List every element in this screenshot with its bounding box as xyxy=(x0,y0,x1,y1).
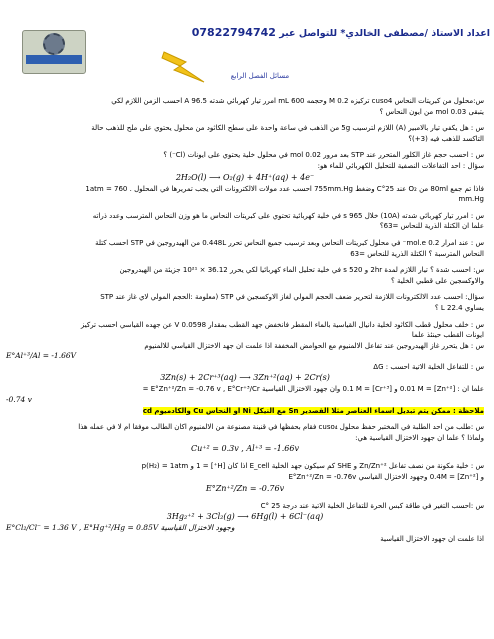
author-text: اعداد الاستاذ /مصطفى الخالدي* للتواصل عبر xyxy=(279,28,490,39)
text-line: سؤال : احد التفاعلات النصفية للتحليل الكهربائي للماء هو: xyxy=(317,161,484,170)
text-line: اذا علمت ان جهود الاختزال القياسية xyxy=(380,534,484,543)
text-line: فاذا تم جمع 80ml من O₂ عند 25°C وضغط 755mm.Hg احسب عدد مولات الالكترونات التي يجب تمريرها في المحلول . 1atm = 760 xyxy=(85,184,484,193)
highlighted-note: ملاحظة : ممكن يتم تبديل اسماء العناصر مثلا القصدير Sn مع النيكل Ni او النحاس Cu والكادميوم cd xyxy=(142,406,484,415)
text-line: س : خلف محلول قطب الكاثود لخلية دانيال القياسية بالماء المقطر فانخفض جهد القطب بمقدار 0.0598 V عن جهده القياسي احسب تركيز xyxy=(80,320,484,329)
text-line: والاوكسجين على قطبي الخلية ؟ xyxy=(391,276,484,285)
text-line: التاكسد للذهب فيه (3+)؟ xyxy=(408,134,484,143)
text-line: سؤال: احسب عدد الالكترونات اللازمة لتحرير ضعف الحجم المولي لغاز الاوكسجين في STP (معلومة :الحجم المولي لاي غاز عند STP xyxy=(100,293,484,302)
text-line: علما ان : [Zn⁺²] = 0.01 M و [Cr⁺³] = 0.1 M وان جهود الاختزال القياسية E°Zn⁺²/Zn = -0.76 v , E°Cr⁺³/Cr = xyxy=(142,385,484,394)
equation: Cu⁺² = 0.3v , Al⁺³ = -1.66v xyxy=(191,444,299,454)
text-line: س: احسب شدة ؟ تيار اللازم لمدة 2hr و 520 s في خلية تحليل الماء كهربائيا لكي يحرر 36.12 × 10²¹ جزيئة من الهيدروجين xyxy=(119,266,484,275)
text-line: النحاس المترسبة ؟ الكتلة الذرية للنحاس =63 xyxy=(350,249,484,258)
text-line: ايونات القطب حينئذ علما xyxy=(411,331,484,340)
note-line xyxy=(6,406,484,417)
page-title: مسائل الفصل الرابع xyxy=(230,72,290,80)
text-line: س :احسب التغير في طاقة كبس الحرة للتفاعل الخلية الاتية عند درجة 25 °C xyxy=(260,501,484,510)
text-line: س : احسب حجم غاز الكلور المتحرر عند STP بعد مرور 0.02 mol في محلول خلية يحتوي على ايونات (Cl⁻) ؟ xyxy=(163,151,484,160)
equation: E°Zn⁺²/Zn = -0.76v xyxy=(205,483,285,493)
text-line: س : للتفاعل الخلية الاتية احسب : ΔG xyxy=(373,362,484,371)
equation: 2H₂O(l) ⟶ O₂(g) + 4H⁺(aq) + 4e⁻ xyxy=(175,172,315,182)
equation: E°Al⁺³/Al = -1.66V xyxy=(6,351,77,361)
equation: E°Cl₂/Cl⁻ = 1.36 V , E°Hg⁺²/Hg = 0.85V وجهود الاختزال القياسية xyxy=(6,523,235,533)
questions-body xyxy=(6,96,484,544)
text-line: س : عند امرار 0.2 mol.e⁻ في محلول كبريتات النحاس وبعد ترسيب جميع النحاس تحرر 0.448L من الهيدروجين في STP احسب كتلة xyxy=(95,238,484,247)
text-line: س : هل يكفي تيار بالامبير (A) اللازم لترسيب 5g من الذهب في ساعة واحدة على سطح الكاثود من محلول يحتوي على ملح للذهب حالة xyxy=(91,124,484,133)
text-line: mm.Hg xyxy=(458,195,484,204)
page-header xyxy=(150,26,490,42)
text-line: يساوي 22.4 L ؟ xyxy=(434,303,484,312)
text-line: س:محلول من كبريتات النحاس cuso4 تركيزه 0.2 M وحجمه 600 mL امرر تيار كهربائي شدته 96.5 A احسب الزمن اللازم لكي xyxy=(111,97,484,105)
equation: 3Hg₂⁺² + 3Cl₂(g) ⟶ 6Hg(l) + 6Cl⁻(aq) xyxy=(166,512,324,522)
text-line: و [Zn⁺²] = 0.4M وجهود الاختزال القياسي E°Zn⁺²/Zn = -0.76v xyxy=(288,473,484,482)
text-line: س : خلية مكونة من نصف تفاعل Zn/Zn⁺² و SHE كم سيكون جهد الخلية E_cell اذا كان [H⁺] = 1 و p(H₂) = 1atm xyxy=(141,462,484,471)
text-line: ولماذا ؟ علما ان جهود الاختزال القياسية هي: xyxy=(355,433,484,442)
school-logo-icon xyxy=(22,30,86,74)
text-line: علما ان الكتلة الذرية للنحاس =63؟ xyxy=(379,222,484,231)
equation: -0.74 v xyxy=(6,395,32,405)
phone-number: 07822794742 xyxy=(191,26,276,39)
text-line: س :طلب من احد الطلبة في المختبر حفظ محلول cuso₄ فقام بحفظها في قنينة مصنوعة من الالمنيوم اكان الطالب موفقا ام لا في عمله هذا xyxy=(78,423,484,432)
equation: 3Zn(s) + 2Cr⁺³(aq) ⟶ 3Zn⁺²(aq) + 2Cr(s) xyxy=(160,373,330,383)
text-line: س : هل يتحرر غاز الهيدروجين عند تفاعل الالمنيوم مع الحوامض المخففة اذا علمت ان جهد الاختزال القياسي للالمنيوم xyxy=(144,341,484,350)
text-line: يتبقى 0.03 mol من ايون النحاس ؟ xyxy=(379,107,484,116)
lightning-bolt-icon xyxy=(160,48,208,88)
text-line: س : امرر تيار كهربائي شدته (10A) خلال 965 s في خلية كهربائية تحتوي على كبريتات النحاس ما هو وزن النحاس المترسب وعدد ذراته xyxy=(92,211,484,220)
